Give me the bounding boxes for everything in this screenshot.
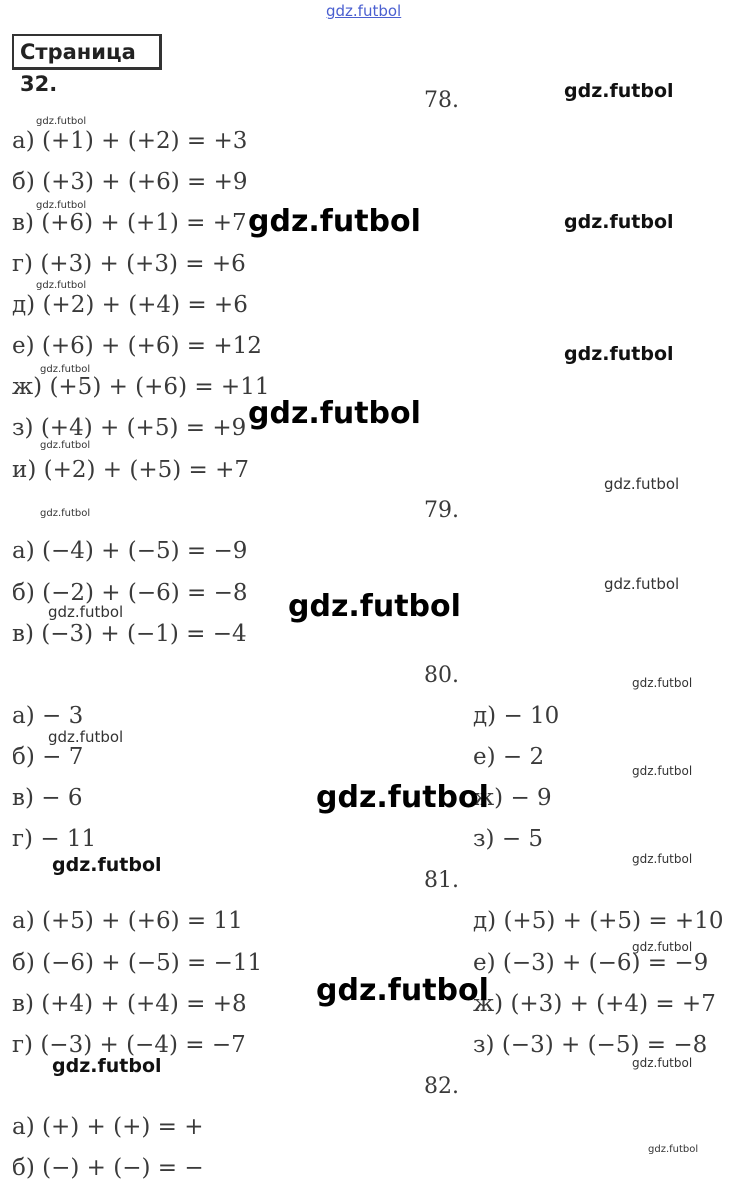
problem-80-item-a: а) − 3 (12, 703, 84, 729)
watermark: gdz.futbol (288, 589, 461, 624)
problem-82-number: 82. (424, 1074, 459, 1099)
watermark: gdz.futbol (36, 280, 87, 291)
problem-80-item-b: б) − 7 (12, 744, 84, 770)
watermark: gdz.futbol (316, 780, 489, 815)
problem-81-item-b: б) (−6) + (−5) = −11 (12, 950, 263, 976)
problem-80-number: 80. (424, 663, 459, 688)
watermark: gdz.futbol (632, 852, 693, 866)
watermark: gdz.futbol (564, 80, 674, 102)
problem-81-item-z: з) (−3) + (−5) = −8 (473, 1032, 708, 1058)
problem-78-item-a: а) (+1) + (+2) = +3 (12, 128, 248, 154)
watermark: gdz.futbol (648, 1144, 699, 1155)
problem-80-item-g: г) − 11 (12, 826, 97, 852)
watermark: gdz.futbol (40, 364, 91, 375)
watermark: gdz.futbol (40, 440, 91, 451)
problem-81-item-a: а) (+5) + (+6) = 11 (12, 908, 243, 934)
problem-81-item-e: е) (−3) + (−6) = −9 (473, 950, 709, 976)
watermark: gdz.futbol (632, 764, 693, 778)
watermark: gdz.futbol (632, 676, 693, 690)
problem-78-item-i: и) (+2) + (+5) = +7 (12, 457, 250, 483)
watermark: gdz.futbol (36, 200, 87, 211)
watermark: gdz.futbol (564, 211, 674, 233)
problem-81-number: 81. (424, 868, 459, 893)
watermark: gdz.futbol (632, 940, 693, 954)
problem-80-item-d: д) − 10 (473, 703, 560, 729)
watermark-top: gdz.futbol (326, 2, 402, 20)
watermark: gdz.futbol (48, 728, 124, 746)
watermark: gdz.futbol (604, 475, 680, 493)
page-title: Страница 32. (12, 34, 162, 70)
problem-78-item-v: в) (+6) + (+1) = +7 (12, 210, 247, 236)
problem-80-item-z: з) − 5 (473, 826, 544, 852)
problem-80-item-v: в) − 6 (12, 785, 83, 811)
watermark: gdz.futbol (632, 1056, 693, 1070)
problem-81-item-zh: ж) (+3) + (+4) = +7 (473, 991, 716, 1017)
watermark: gdz.futbol (604, 575, 680, 593)
problem-78-item-g: г) (+3) + (+3) = +6 (12, 251, 246, 277)
problem-82-item-a: а) (+) + (+) = + (12, 1114, 204, 1140)
watermark: gdz.futbol (52, 1055, 162, 1077)
watermark: gdz.futbol (248, 396, 421, 431)
problem-78-item-b: б) (+3) + (+6) = +9 (12, 169, 248, 195)
problem-79-item-b: б) (−2) + (−6) = −8 (12, 580, 248, 606)
watermark: gdz.futbol (48, 603, 124, 621)
problem-82-item-b: б) (−) + (−) = − (12, 1155, 204, 1181)
problem-80-item-zh: ж) − 9 (473, 785, 552, 811)
watermark: gdz.futbol (36, 116, 87, 127)
watermark: gdz.futbol (52, 854, 162, 876)
problem-79-item-v: в) (−3) + (−1) = −4 (12, 621, 247, 647)
problem-81-item-d: д) (+5) + (+5) = +10 (473, 908, 724, 934)
watermark: gdz.futbol (248, 204, 421, 239)
problem-78-number: 78. (424, 88, 459, 113)
problem-79-number: 79. (424, 498, 459, 523)
problem-81-item-g: г) (−3) + (−4) = −7 (12, 1032, 246, 1058)
watermark: gdz.futbol (40, 508, 91, 519)
problem-79-item-a: а) (−4) + (−5) = −9 (12, 538, 248, 564)
problem-78-item-e: е) (+6) + (+6) = +12 (12, 333, 262, 359)
problem-78-item-d: д) (+2) + (+4) = +6 (12, 292, 248, 318)
problem-80-item-e: е) − 2 (473, 744, 545, 770)
watermark: gdz.futbol (564, 343, 674, 365)
problem-78-item-zh: ж) (+5) + (+6) = +11 (12, 374, 270, 400)
watermark: gdz.futbol (316, 973, 489, 1008)
problem-78-item-z: з) (+4) + (+5) = +9 (12, 415, 247, 441)
problem-81-item-v: в) (+4) + (+4) = +8 (12, 991, 247, 1017)
